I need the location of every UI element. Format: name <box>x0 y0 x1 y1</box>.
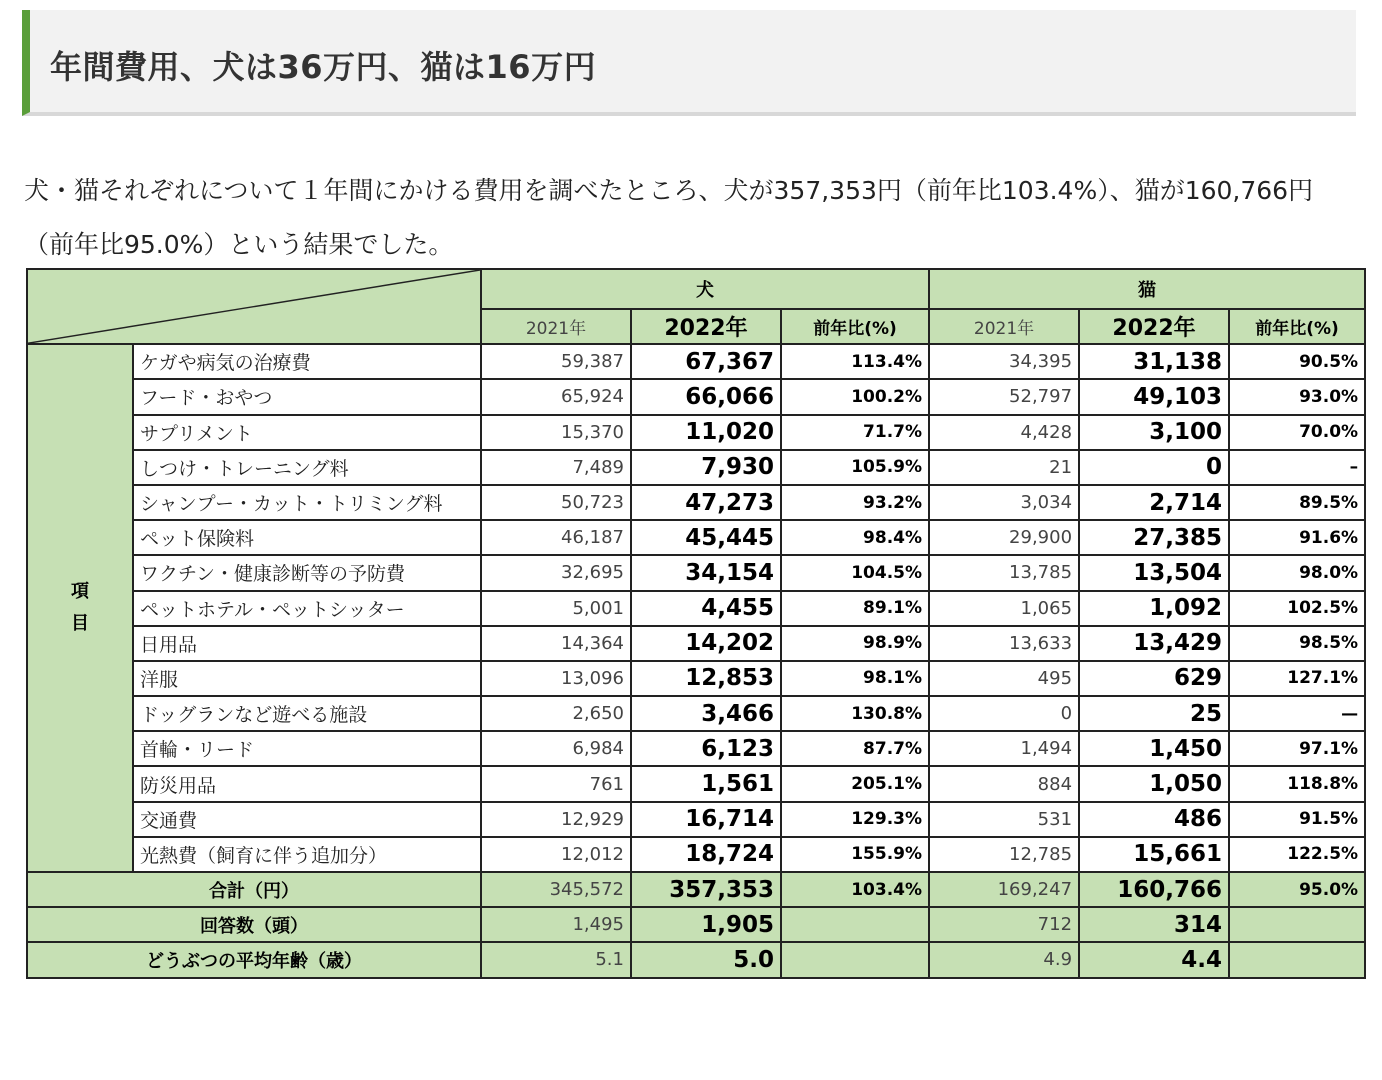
cat-col-yoy: 前年比(%) <box>1229 309 1365 344</box>
dog-2021-cell: 12,012 <box>481 837 631 872</box>
summary-row <box>27 907 1365 942</box>
cat-col-2022: 2022年 <box>1079 309 1229 344</box>
dog-2021-cell: 7,489 <box>481 450 631 485</box>
dog-yoy-cell: 71.7% <box>781 415 929 450</box>
dog-2022-cell: 18,724 <box>631 837 781 872</box>
cat-2022-cell: 49,103 <box>1079 379 1229 414</box>
table-row <box>27 555 1365 590</box>
item-name-cell: サプリメント <box>133 415 481 450</box>
cat-yoy-cell: 98.0% <box>1229 555 1365 590</box>
table-row <box>27 379 1365 414</box>
summary-label-cell: 回答数（頭） <box>27 907 481 942</box>
dog-2022-cell: 66,066 <box>631 379 781 414</box>
dog-yoy-cell: 98.1% <box>781 661 929 696</box>
cat-2021-cell: 21 <box>929 450 1079 485</box>
summary-cat-yoy-cell <box>1229 942 1365 977</box>
cat-yoy-cell: 118.8% <box>1229 766 1365 801</box>
cat-yoy-cell: 70.0% <box>1229 415 1365 450</box>
dog-2021-cell: 32,695 <box>481 555 631 590</box>
cat-2022-cell: 31,138 <box>1079 344 1229 379</box>
summary-cat-2021-cell: 4.9 <box>929 942 1079 977</box>
item-name-cell: 首輪・リード <box>133 731 481 766</box>
dog-2022-cell: 3,466 <box>631 696 781 731</box>
cat-2022-cell: 25 <box>1079 696 1229 731</box>
table-row <box>27 591 1365 626</box>
cat-2022-cell: 486 <box>1079 802 1229 837</box>
cat-yoy-cell: 127.1% <box>1229 661 1365 696</box>
cat-2022-cell: 15,661 <box>1079 837 1229 872</box>
dog-yoy-cell: 113.4% <box>781 344 929 379</box>
cat-2021-cell: 1,494 <box>929 731 1079 766</box>
dog-2022-cell: 34,154 <box>631 555 781 590</box>
dog-yoy-cell: 104.5% <box>781 555 929 590</box>
cat-2022-cell: 1,050 <box>1079 766 1229 801</box>
cat-2022-cell: 13,504 <box>1079 555 1229 590</box>
dog-yoy-cell: 89.1% <box>781 591 929 626</box>
cat-2021-cell: 531 <box>929 802 1079 837</box>
dog-2022-cell: 14,202 <box>631 626 781 661</box>
item-name-cell: ケガや病気の治療費 <box>133 344 481 379</box>
summary-row <box>27 872 1365 907</box>
cat-yoy-cell: 98.5% <box>1229 626 1365 661</box>
cat-yoy-cell: 91.6% <box>1229 520 1365 555</box>
summary-dog-2021-cell: 5.1 <box>481 942 631 977</box>
summary-cat-2021-cell: 712 <box>929 907 1079 942</box>
dog-2022-cell: 6,123 <box>631 731 781 766</box>
dog-yoy-cell: 105.9% <box>781 450 929 485</box>
cat-yoy-cell: 102.5% <box>1229 591 1365 626</box>
section-heading <box>22 10 1356 116</box>
summary-cat-yoy-cell <box>1229 907 1365 942</box>
item-name-cell: ペット保険料 <box>133 520 481 555</box>
item-name-cell: 交通費 <box>133 802 481 837</box>
table-row <box>27 450 1365 485</box>
summary-dog-yoy-cell <box>781 907 929 942</box>
table-row <box>27 344 1365 379</box>
category-label-line2: 目 <box>71 613 89 635</box>
dog-2022-cell: 7,930 <box>631 450 781 485</box>
cat-2022-cell: 2,714 <box>1079 485 1229 520</box>
cat-header: 猫 <box>929 269 1365 309</box>
dog-2021-cell: 59,387 <box>481 344 631 379</box>
diagonal-line <box>28 270 480 343</box>
summary-dog-2021-cell: 1,495 <box>481 907 631 942</box>
dog-col-2022: 2022年 <box>631 309 781 344</box>
summary-row <box>27 942 1365 977</box>
table-row <box>27 731 1365 766</box>
cat-2021-cell: 52,797 <box>929 379 1079 414</box>
cat-2022-cell: 13,429 <box>1079 626 1229 661</box>
cat-2022-cell: 1,450 <box>1079 731 1229 766</box>
dog-yoy-cell: 100.2% <box>781 379 929 414</box>
cat-yoy-cell: — <box>1229 696 1365 731</box>
item-name-cell: しつけ・トレーニング料 <box>133 450 481 485</box>
dog-2021-cell: 5,001 <box>481 591 631 626</box>
summary-dog-2022-cell: 5.0 <box>631 942 781 977</box>
heading-title: 年間費用、犬は36万円、猫は16万円 <box>50 48 597 86</box>
cat-yoy-cell: 93.0% <box>1229 379 1365 414</box>
table-row <box>27 766 1365 801</box>
item-name-cell: ペットホテル・ペットシッター <box>133 591 481 626</box>
cat-2022-cell: 0 <box>1079 450 1229 485</box>
dog-2021-cell: 12,929 <box>481 802 631 837</box>
summary-cat-2021-cell: 169,247 <box>929 872 1079 907</box>
cat-yoy-cell: 122.5% <box>1229 837 1365 872</box>
dog-yoy-cell: 129.3% <box>781 802 929 837</box>
cat-2022-cell: 3,100 <box>1079 415 1229 450</box>
dog-2021-cell: 50,723 <box>481 485 631 520</box>
dog-2021-cell: 15,370 <box>481 415 631 450</box>
table-row <box>27 837 1365 872</box>
table-row <box>27 802 1365 837</box>
cat-2021-cell: 884 <box>929 766 1079 801</box>
table-row <box>27 485 1365 520</box>
summary-dog-yoy-cell: 103.4% <box>781 872 929 907</box>
dog-yoy-cell: 93.2% <box>781 485 929 520</box>
summary-dog-2021-cell: 345,572 <box>481 872 631 907</box>
cat-yoy-cell: 97.1% <box>1229 731 1365 766</box>
summary-label-cell: どうぶつの平均年齢（歳） <box>27 942 481 977</box>
dog-yoy-cell: 98.9% <box>781 626 929 661</box>
cat-2022-cell: 27,385 <box>1079 520 1229 555</box>
category-label-line1: 項 <box>71 581 89 603</box>
dog-yoy-cell: 155.9% <box>781 837 929 872</box>
cat-2021-cell: 1,065 <box>929 591 1079 626</box>
corner-diagonal-cell <box>27 269 481 344</box>
table-row <box>27 415 1365 450</box>
cat-2021-cell: 13,785 <box>929 555 1079 590</box>
cat-col-2021: 2021年 <box>929 309 1079 344</box>
table-row <box>27 661 1365 696</box>
cat-2021-cell: 0 <box>929 696 1079 731</box>
item-name-cell: 防災用品 <box>133 766 481 801</box>
cat-2021-cell: 13,633 <box>929 626 1079 661</box>
intro-paragraph: 犬・猫それぞれについて１年間にかける費用を調べたところ、犬が357,353円（前年比103.4%）、猫が160,766円（前年比95.0%）という結果でした。 <box>24 176 1314 259</box>
cat-2021-cell: 34,395 <box>929 344 1079 379</box>
annual-cost-table <box>26 268 1366 979</box>
summary-cat-2022-cell: 160,766 <box>1079 872 1229 907</box>
dog-2021-cell: 14,364 <box>481 626 631 661</box>
dog-2021-cell: 761 <box>481 766 631 801</box>
dog-2022-cell: 47,273 <box>631 485 781 520</box>
summary-dog-2022-cell: 1,905 <box>631 907 781 942</box>
item-name-cell: ワクチン・健康診断等の予防費 <box>133 555 481 590</box>
dog-col-yoy: 前年比(%) <box>781 309 929 344</box>
table-row <box>27 626 1365 661</box>
dog-2022-cell: 11,020 <box>631 415 781 450</box>
cat-2021-cell: 4,428 <box>929 415 1079 450</box>
cat-yoy-cell: 89.5% <box>1229 485 1365 520</box>
item-name-cell: 洋服 <box>133 661 481 696</box>
summary-label-cell: 合計（円） <box>27 872 481 907</box>
cat-2022-cell: 1,092 <box>1079 591 1229 626</box>
cat-2021-cell: 12,785 <box>929 837 1079 872</box>
dog-2021-cell: 65,924 <box>481 379 631 414</box>
summary-cat-2022-cell: 4.4 <box>1079 942 1229 977</box>
dog-2022-cell: 1,561 <box>631 766 781 801</box>
dog-2021-cell: 13,096 <box>481 661 631 696</box>
item-name-cell: フード・おやつ <box>133 379 481 414</box>
dog-2021-cell: 2,650 <box>481 696 631 731</box>
item-name-cell: 光熱費（飼育に伴う追加分） <box>133 837 481 872</box>
dog-yoy-cell: 130.8% <box>781 696 929 731</box>
cat-2021-cell: 29,900 <box>929 520 1079 555</box>
item-name-cell: 日用品 <box>133 626 481 661</box>
category-label-cell <box>27 344 133 872</box>
cat-yoy-cell: 91.5% <box>1229 802 1365 837</box>
dog-2022-cell: 45,445 <box>631 520 781 555</box>
dog-2021-cell: 46,187 <box>481 520 631 555</box>
dog-yoy-cell: 98.4% <box>781 520 929 555</box>
dog-2022-cell: 67,367 <box>631 344 781 379</box>
cat-2022-cell: 629 <box>1079 661 1229 696</box>
item-name-cell: シャンプー・カット・トリミング料 <box>133 485 481 520</box>
table-row <box>27 696 1365 731</box>
table-row <box>27 520 1365 555</box>
dog-yoy-cell: 205.1% <box>781 766 929 801</box>
item-name-cell: ドッグランなど遊べる施設 <box>133 696 481 731</box>
cat-2021-cell: 3,034 <box>929 485 1079 520</box>
summary-dog-2022-cell: 357,353 <box>631 872 781 907</box>
dog-2021-cell: 6,984 <box>481 731 631 766</box>
dog-header: 犬 <box>481 269 929 309</box>
cat-yoy-cell: 90.5% <box>1229 344 1365 379</box>
summary-cat-2022-cell: 314 <box>1079 907 1229 942</box>
dog-2022-cell: 4,455 <box>631 591 781 626</box>
dog-col-2021: 2021年 <box>481 309 631 344</box>
dog-2022-cell: 16,714 <box>631 802 781 837</box>
summary-dog-yoy-cell <box>781 942 929 977</box>
cat-2021-cell: 495 <box>929 661 1079 696</box>
dog-2022-cell: 12,853 <box>631 661 781 696</box>
cat-yoy-cell: – <box>1229 450 1365 485</box>
dog-yoy-cell: 87.7% <box>781 731 929 766</box>
summary-cat-yoy-cell: 95.0% <box>1229 872 1365 907</box>
